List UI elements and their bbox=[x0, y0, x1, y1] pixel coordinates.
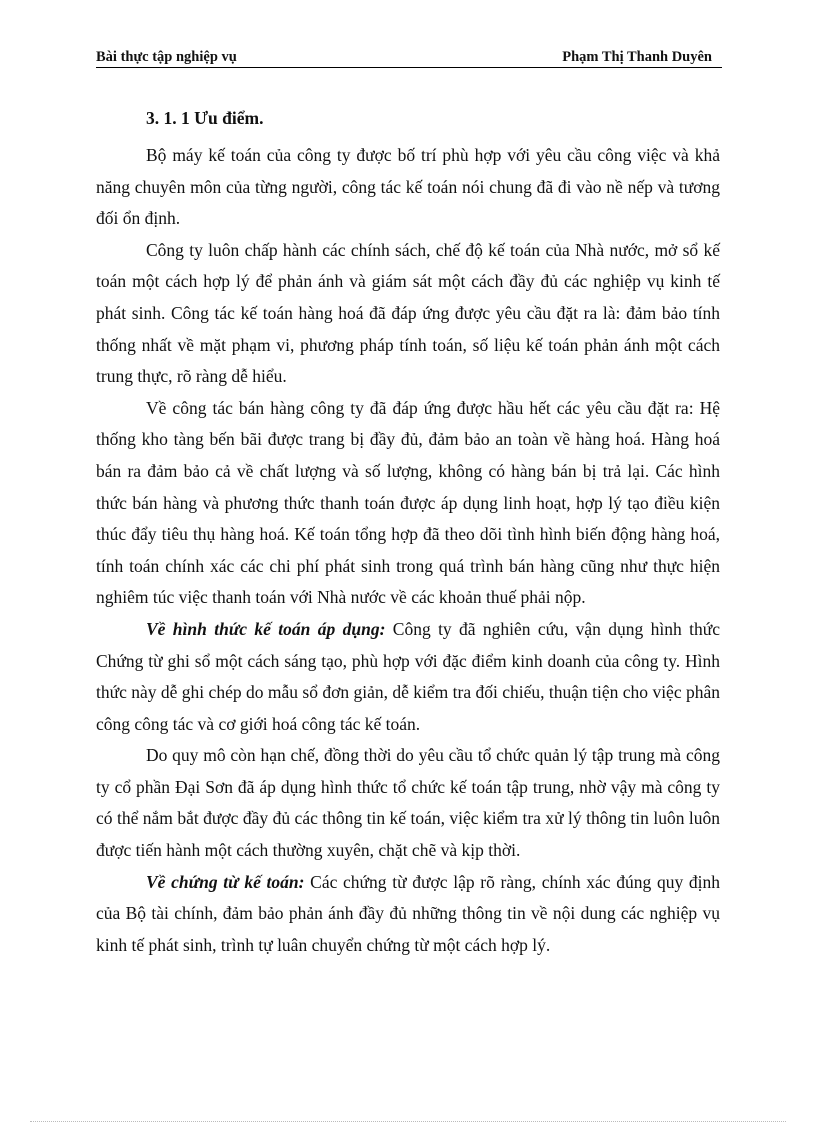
page-bottom-edge bbox=[30, 1121, 786, 1122]
paragraph-lead-phrase: Về hình thức kế toán áp dụng: bbox=[146, 618, 386, 639]
paragraph-6 bbox=[96, 867, 720, 962]
section-heading: 3. 1. 1 Ưu điểm. bbox=[146, 108, 264, 128]
paragraph-3 bbox=[96, 393, 720, 614]
paragraph-lead-phrase: Về chứng từ kế toán: bbox=[146, 871, 305, 892]
header-report-title: Bài thực tập nghiệp vụ bbox=[96, 49, 237, 65]
paragraph-text: Về công tác bán hàng công ty đã đáp ứng được hầu hết các yêu cầu đặt ra: Hệ thống kho tàng bến bãi được trang bị đầy đủ, đảm bảo an toàn về hàng hoá. Hàng hoá bán ra đảm bảo cả về chất lượng và số lượng, không có hàng bán bị trả lại. Các hình thức bán hàng và phương thức thanh toán được áp dụng linh hoạt, hợp lý tạo điều kiện thúc đẩy tiêu thụ hàng hoá. Kế toán tổng hợp đã theo dõi tình hình biến động hàng hoá, tính toán chính xác các chi phí phát sinh trong quá trình bán hàng cũng như thực hiện nghiêm túc việc thanh toán với Nhà nước về các khoản thuế phải nộp. bbox=[96, 397, 720, 608]
paragraph-text: Các chứng từ được lập rõ ràng, chính xác đúng quy định của Bộ tài chính, đảm bảo phản ánh đầy đủ những thông tin về nội dung các nghiệp vụ kinh tế phát sinh, trình tự luân chuyển chứng từ một cách hợp lý. bbox=[96, 871, 720, 955]
paragraph-5 bbox=[96, 740, 720, 866]
page-header bbox=[96, 49, 720, 69]
paragraph-text: Bộ máy kế toán của công ty được bố trí phù hợp với yêu cầu công việc và khả năng chuyên môn của từng người, công tác kế toán nói chung đã đi vào nề nếp và tương đối ổn định. bbox=[96, 145, 720, 229]
paragraph-text: Công ty luôn chấp hành các chính sách, chế độ kế toán của Nhà nước, mở sổ kế toán một cách hợp lý để phản ánh và giám sát một cách đầy đủ các nghiệp vụ kinh tế phát sinh. Công tác kế toán hàng hoá đã đáp ứng được yêu cầu đặt ra là: đảm bảo tính thống nhất về mặt phạm vi, phương pháp tính toán, số liệu kế toán phản ánh một cách trung thực, rõ ràng dễ hiểu. bbox=[96, 239, 720, 387]
paragraph-1 bbox=[96, 140, 720, 235]
paragraph-2 bbox=[96, 235, 720, 393]
header-divider bbox=[96, 67, 722, 68]
paragraph-text: Do quy mô còn hạn chế, đồng thời do yêu cầu tổ chức quản lý tập trung mà công ty cổ phần Đại Sơn đã áp dụng hình thức tổ chức kế toán tập trung, nhờ vậy mà công ty có thể nắm bắt được đầy đủ các thông tin kế toán, việc kiểm tra xử lý thông tin luôn luôn được tiến hành một cách thường xuyên, chặt chẽ và kịp thời. bbox=[96, 745, 720, 861]
paragraph-4 bbox=[96, 614, 720, 740]
header-author-name: Phạm Thị Thanh Duyên bbox=[562, 49, 712, 65]
paragraph-text: Công ty đã nghiên cứu, vận dụng hình thức Chứng từ ghi sổ một cách sáng tạo, phù hợp với đặc điểm kinh doanh của công ty. Hình thức này dễ ghi chép do mẫu sổ đơn giản, dễ kiểm tra đối chiếu, thuận tiện cho việc phân công công tác và cơ giới hoá công tác kế toán. bbox=[96, 618, 720, 734]
document-body bbox=[96, 104, 720, 961]
